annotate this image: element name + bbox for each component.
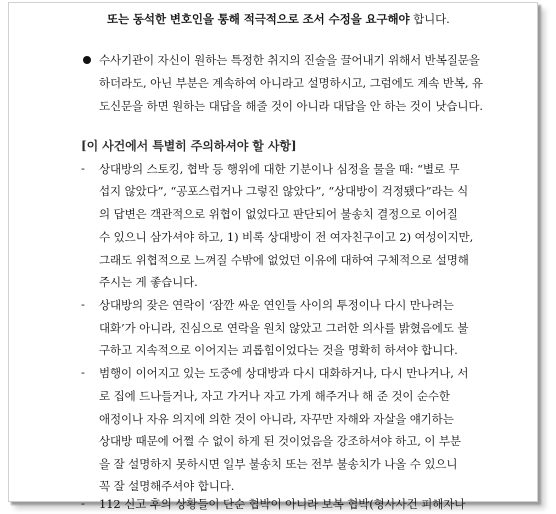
item-2-line-3: 구하고 지속적으로 이어지는 괴롭힘이었다는 것을 명확히 하셔야 합니다. [99, 343, 458, 357]
item-3-line-4: 상대방 때문에 어쩔 수 없이 하게 된 것이었음을 강조하셔야 하고, 이 부분 [99, 434, 461, 448]
item-3-line-3: 애정이나 자유 의지에 의한 것이 아니라, 자꾸만 자해와 자살을 얘기하는 [99, 412, 454, 426]
item-1-line-6: 주시는 게 좋습니다. [99, 275, 198, 289]
item-3-line-1: 범행이 이어지고 있는 도중에 상대방과 다시 대화하거나, 다시 만나거나, 서 [99, 366, 469, 380]
list-dash: - [81, 161, 85, 175]
bullet-dot-icon [83, 56, 91, 64]
list-dash: - [81, 297, 85, 311]
bullet-line-1: 수사기관이 자신이 원하는 특정한 취지의 진술을 끌어내기 위해서 반복질문을 [99, 53, 480, 67]
top-line-emphasis: 또는 동석한 변호인을 통해 적극적으로 조서 수정을 요구해야 [107, 12, 410, 26]
item-2-line-2: 대화’가 아니라, 진심으로 연락을 원치 않았고 그러한 의사를 밝혔음에도 불 [99, 321, 469, 335]
item-1-line-3: 의 답변은 객관적으로 위협이 없었다고 판단되어 불송치 결정으로 이어질 [99, 207, 458, 221]
item-1-line-1: 상대방의 스토킹, 협박 등 행위에 대한 기분이나 심정을 물을 때: “별로 무 [99, 162, 460, 176]
item-2-line-1: 상대방의 잦은 연락이 ‘잠깐 싸운 연인들 사이의 투정이나 다시 만나려는 [99, 298, 454, 312]
bullet-line-2: 하더라도, 아닌 부분은 계속하여 아니라고 설명하시고, 그럼에도 계속 반복, 유 [99, 76, 483, 90]
item-1-line-4: 수 있으니 삼가셔야 하고, 1) 비록 상대방이 전 여자친구이고 2) 여성이지만, [99, 230, 474, 244]
item-1-line-2: 섭지 않았다”, “공포스럽거나 그렇진 않았다”, “상대방이 걱정됐다”라는 식 [99, 184, 469, 198]
top-line [107, 11, 450, 27]
section-heading: [이 사건에서 특별히 주의하셔야 할 사항] [81, 139, 297, 153]
bullet-line-3: 도신문을 하면 원하는 대답을 해줄 것이 아니라 대답을 안 하는 것이 낫습니다. [99, 99, 483, 113]
top-line-rest: 합니다. [409, 12, 450, 26]
item-3-line-5: 을 잘 설명하지 못하시면 일부 불송치 또는 전부 불송치가 나올 수 있으니 [99, 457, 458, 471]
item-3-line-2: 로 집에 드나들거나, 자고 가거나 자고 가게 해주거나 해 준 것이 순수한 [99, 389, 450, 403]
document-page [8, 2, 538, 511]
item-3-line-6: 꼭 잘 설명해주셔야 합니다. [99, 479, 235, 493]
list-dash: - [81, 365, 85, 379]
item-1-line-5: 그래도 위협적으로 느껴질 수밖에 없었던 이유에 대하여 구체적으로 설명해 [99, 253, 469, 267]
item-4-line-1: 112 신고 후의 상황들이 단순 협박이 아니라 보복 협박(형사사건 피해자나 [99, 497, 466, 511]
list-dash: - [81, 496, 85, 510]
